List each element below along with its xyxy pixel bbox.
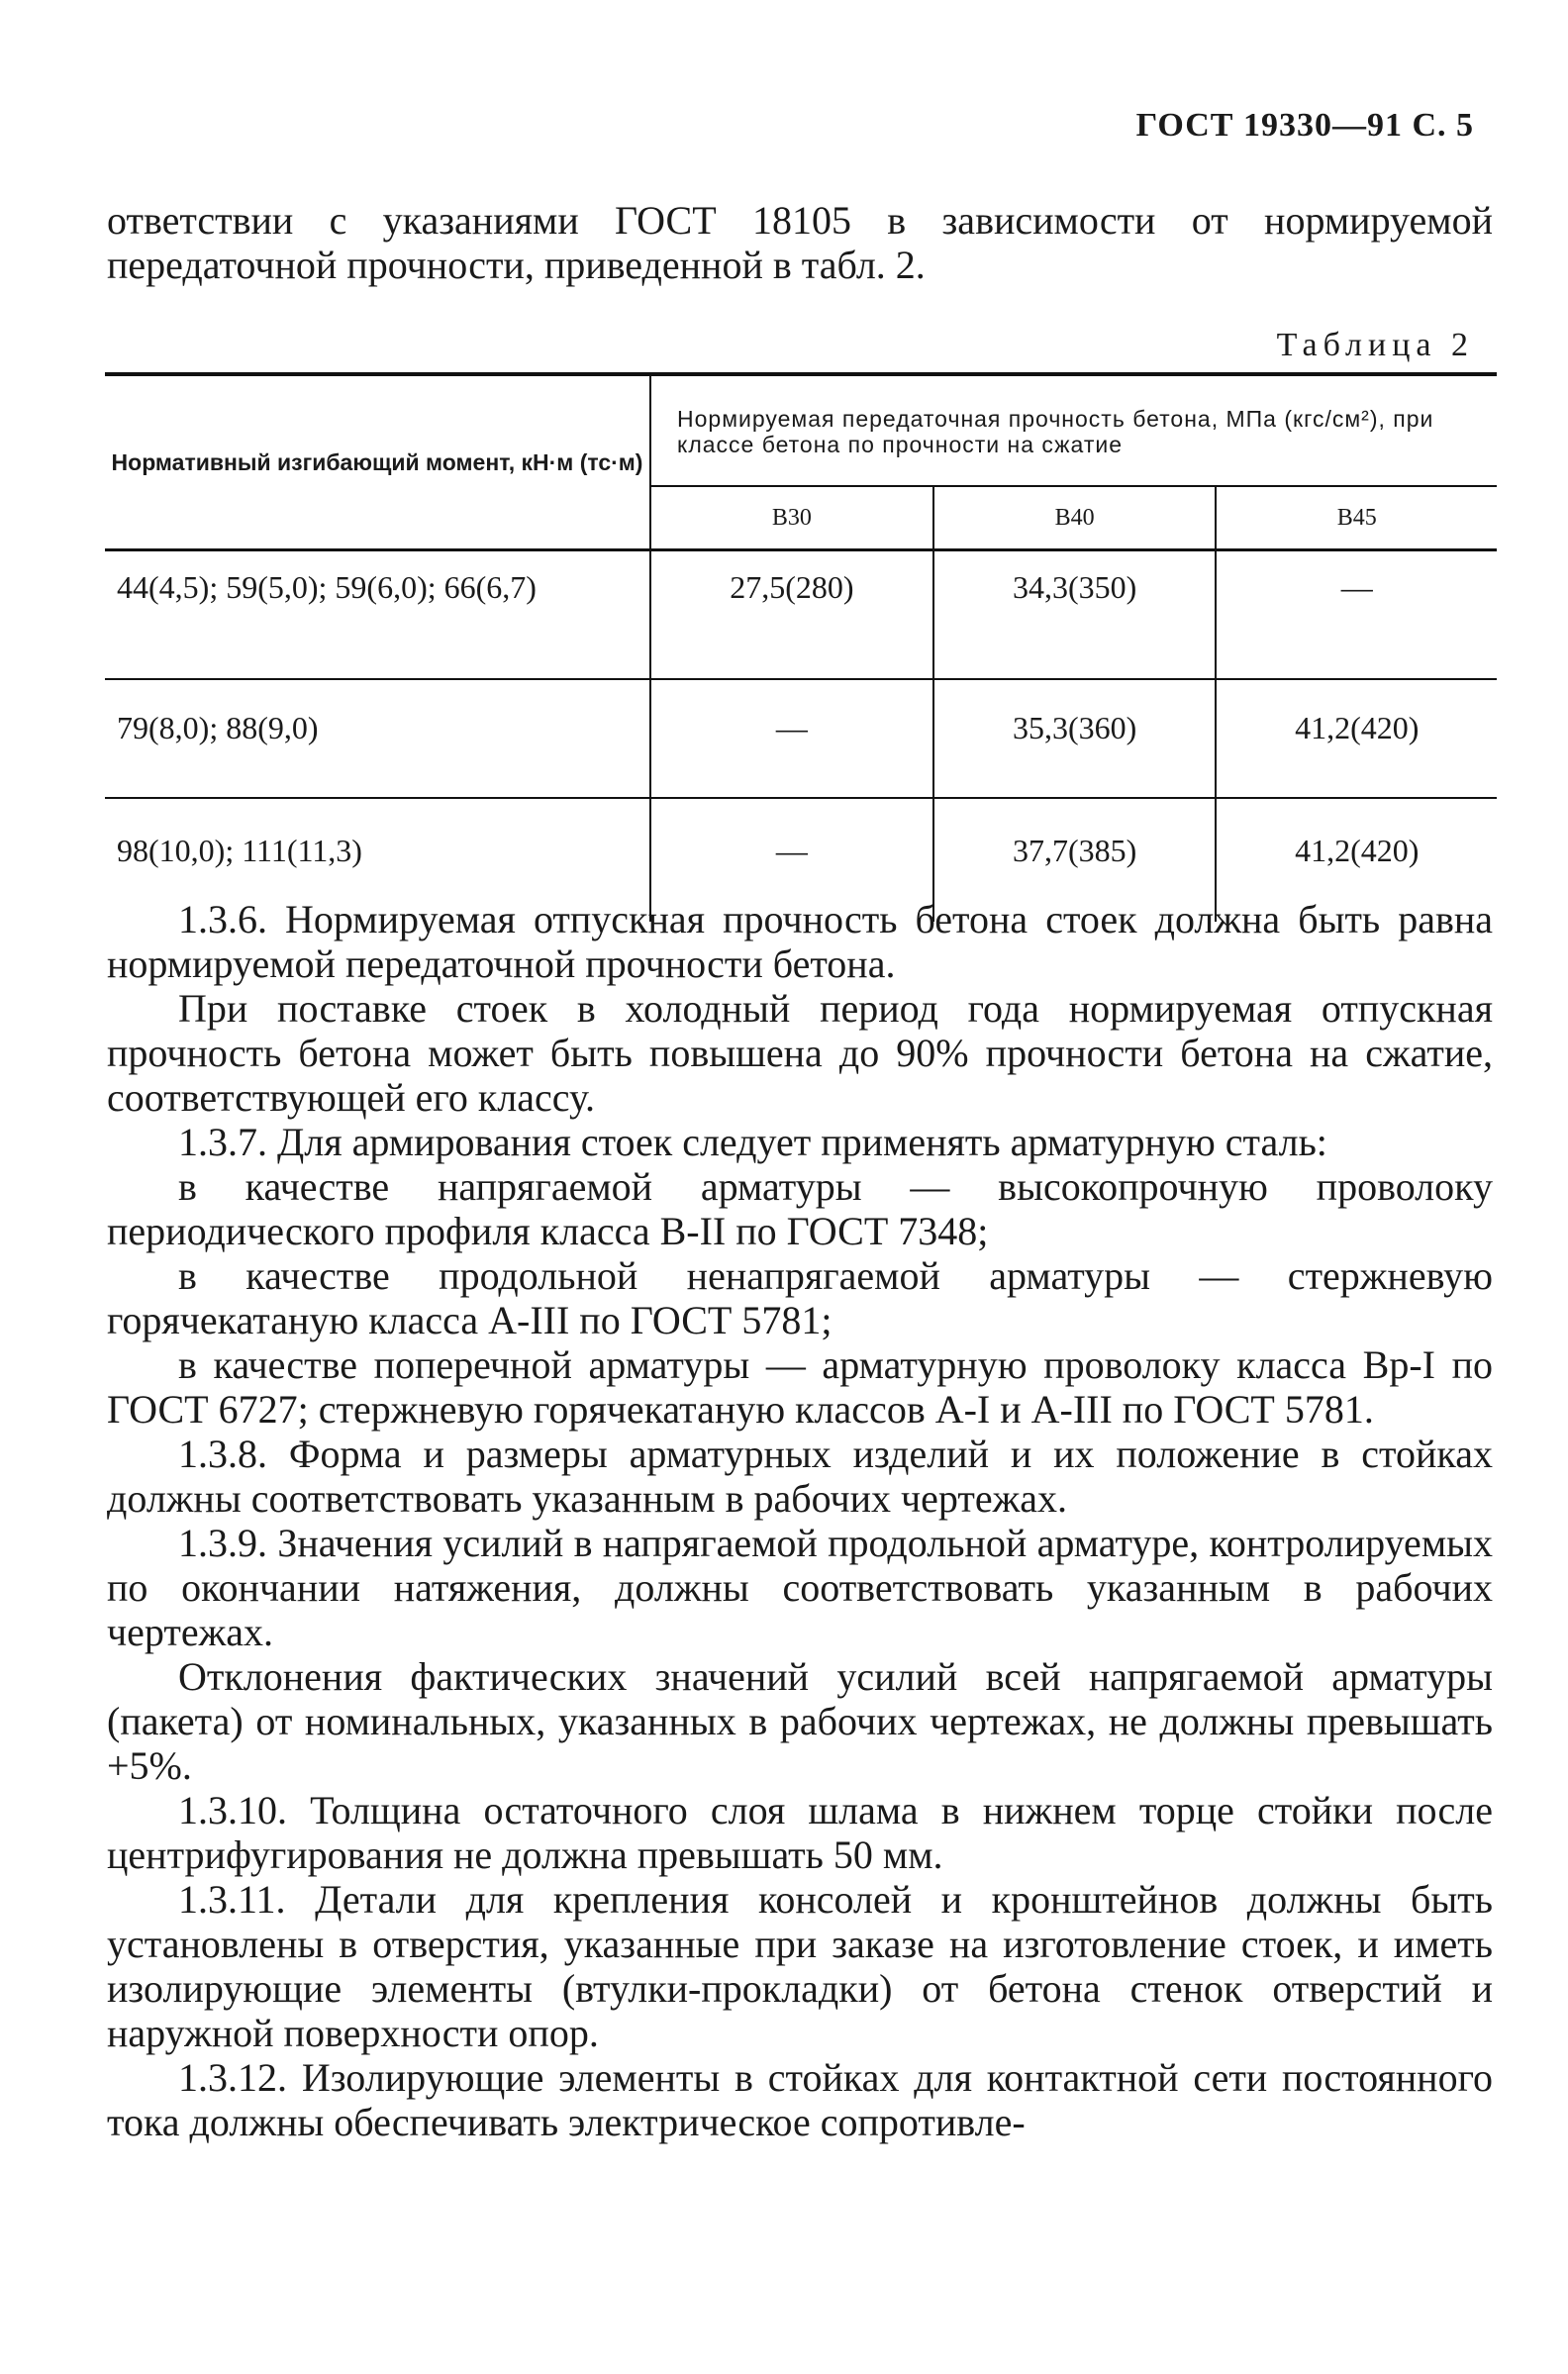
b30-cell: —	[650, 679, 933, 798]
paragraph-transverse-reinforcement: в качестве поперечной арматуры — арматурную проволоку класса Вр-I по ГОСТ 6727; стержневую горячекатаную классов А-I и А-III по ГОСТ 5781.	[107, 1342, 1493, 1432]
body-text	[107, 897, 1493, 2144]
b45-cell: 41,2(420)	[1216, 679, 1497, 798]
paragraph-longitudinal-reinforcement: в качестве продольной ненапрягаемой арматуры — стержневую горячекатаную класса А-III по ГОСТ 5781;	[107, 1253, 1493, 1342]
strength-group-header: Нормируемая передаточная прочность бетона, МПа (кгс/см²), при классе бетона по прочности на сжатие	[650, 374, 1497, 486]
paragraph-prestressed-reinforcement: в качестве напрягаемой арматуры — высокопрочную проволоку периодического профиля класса В-II по ГОСТ 7348;	[107, 1164, 1493, 1253]
paragraph-1-3-7: 1.3.7. Для армирования стоек следует применять арматурную сталь:	[178, 1120, 1327, 1164]
b40-cell: 34,3(350)	[933, 550, 1217, 680]
moment-cell: 44(4,5); 59(5,0); 59(6,0); 66(6,7)	[105, 550, 650, 680]
table-header-row	[105, 374, 1497, 486]
paragraph-1-3-12: 1.3.12. Изолирующие элементы в стойках для контактной сети постоянного тока должны обеспечивать электрическое сопротивле-	[107, 2055, 1493, 2144]
class-b40-header: В40	[933, 486, 1217, 550]
intro-text: ответствии с указаниями ГОСТ 18105 в зависимости от нормируемой передаточной прочности, приведенной в табл. 2.	[107, 198, 1493, 287]
paragraph-winter-supply: При поставке стоек в холодный период года нормируемая отпускная прочность бетона может быть повышена до 90% прочности бетона на сжатие, соответствующей его классу.	[107, 986, 1493, 1120]
class-b45-header: В45	[1216, 486, 1497, 550]
b40-cell: 37,7(385)	[933, 798, 1217, 922]
b45-cell: —	[1216, 550, 1497, 680]
paragraph-force-deviation: Отклонения фактических значений усилий всей напрягаемой арматуры (пакета) от номинальных, указанных в рабочих чертежах, не должны превышать +5%.	[107, 1654, 1493, 1788]
class-b30-header: В30	[650, 486, 933, 550]
paragraph-1-3-11: 1.3.11. Детали для крепления консолей и кронштейнов должны быть установлены в отверстия, указанные при заказе на изготовление стоек, и иметь изолирующие элементы (втулки-прокладки) от бетона стенок отверстий и наружной поверхности опор.	[107, 1877, 1493, 2055]
paragraph-1-3-9: 1.3.9. Значения усилий в напрягаемой продольной арматуре, контролируемых по окончании натяжения, должны соответствовать указанным в рабочих чертежах.	[107, 1521, 1493, 1654]
table-caption: Таблица 2	[1276, 327, 1474, 363]
b30-cell: —	[650, 798, 933, 922]
b40-cell: 35,3(360)	[933, 679, 1217, 798]
b45-cell: 41,2(420)	[1295, 833, 1420, 868]
table-row	[105, 679, 1497, 798]
table-row	[105, 550, 1497, 680]
moment-cell: 79(8,0); 88(9,0)	[105, 679, 650, 798]
moment-cell: 98(10,0); 111(11,3)	[105, 798, 650, 922]
running-header: ГОСТ 19330—91 С. 5	[1135, 107, 1474, 144]
moment-column-header: Нормативный изгибающий момент, кН·м (тс·м)	[105, 374, 650, 550]
strength-table	[105, 372, 1497, 922]
paragraph-1-3-8: 1.3.8. Форма и размеры арматурных изделий и их положение в стойках должны соответствовать указанным в рабочих чертежах.	[107, 1432, 1493, 1521]
intro-paragraph	[107, 198, 1493, 287]
paragraph-1-3-10: 1.3.10. Толщина остаточного слоя шлама в нижнем торце стойки после центрифугирования не должна превышать 50 мм.	[107, 1788, 1493, 1877]
b30-cell: 27,5(280)	[650, 550, 933, 680]
paragraph-1-3-6: 1.3.6. Нормируемая отпускная прочность бетона стоек должна быть равна нормируемой передаточной прочности бетона.	[107, 897, 1493, 986]
